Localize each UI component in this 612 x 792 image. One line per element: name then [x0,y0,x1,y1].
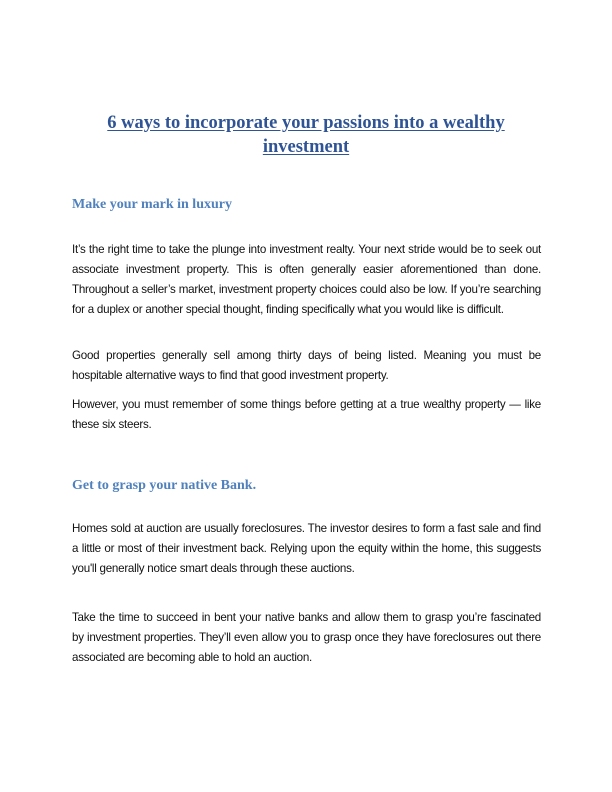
section-heading-luxury: Make your mark in luxury [72,197,232,212]
paragraph: However, you must remember of some things before getting at a true wealthy property — like these six steers. [72,398,541,431]
paragraph: Homes sold at auction are usually foreclosures. The investor desires to form a fast sale and find a little or most of their investment back. Relying upon the equity within the home, this suggests you'll generally notice smart deals through these auctions. [72,522,541,575]
document-title: 6 ways to incorporate your passions into a wealthy investment [107,113,505,157]
section-heading-bank: Get to grasp your native Bank. [72,478,257,493]
paragraph: Take the time to succeed in bent your native banks and allow them to grasp you’re fascinated by investment properties. They’ll even allow you to grasp once they have foreclosures out there associated are becoming able to hold an auction. [72,611,541,664]
paragraph: It’s the right time to take the plunge into investment realty. Your next stride would be to seek out associate investment property. This is often generally easier aforementioned than done. Throughout a seller’s market, investment property choices could also be low. If you’re searching for a duplex or another special thought, finding specifically what you would like is difficult. [72,243,541,316]
paragraph: Good properties generally sell among thirty days of being listed. Meaning you must be hospitable alternative ways to find that good investment property. [72,349,541,382]
